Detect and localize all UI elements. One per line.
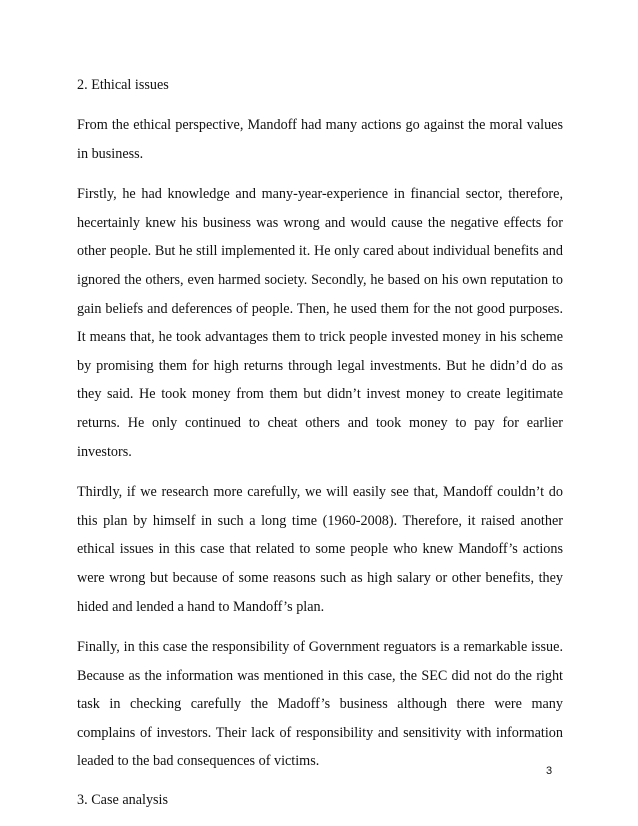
- paragraph-intro: From the ethical perspective, Mandoff had many actions go against the moral values in business.: [77, 117, 563, 162]
- paragraph-finally: Finally, in this case the responsibility of Government reguators is a remarkable issue. Because as the information was mentioned in this case, the SEC did not do the right task in checking carefully the Madoff’s business although there were many complains of investors. Their lack of responsibility and sensitivity with information leaded to the bad consequences of victims.: [77, 639, 563, 770]
- page-body: [77, 71, 563, 814]
- section-heading-ethical-issues: 2. Ethical issues: [77, 77, 169, 93]
- paragraph-thirdly: Thirdly, if we research more carefully, we will easily see that, Mandoff couldn’t do this plan by himself in such a long time (1960-2008). Therefore, it raised another ethical issues in this case that related to some people who knew Mandoff’s actions were wrong but because of some reasons such as high salary or other benefits, they hided and lended a hand to Mandoff’s plan.: [77, 484, 563, 615]
- page-number: 3: [546, 765, 553, 777]
- section-heading-case-analysis: 3. Case analysis: [77, 792, 169, 809]
- paragraph-firstly: Firstly, he had knowledge and many-year-experience in financial sector, therefore, hecertainly knew his business was wrong and would cause the negative effects for other people. But he still implemented it. He only cared about individual benefits and ignored the others, even harmed society. Secondly, he based on his own reputation to gain beliefs and deferences of people. Then, he used them for the not good purposes. It means that, he took advantages them to trick people invested money in his scheme by promising them for high returns through legal investments. But he didn’d do as they said. He took money from them but didn’t invest money to create legitimate returns. He only continued to cheat others and took money to pay for earlier investors.: [77, 186, 563, 460]
